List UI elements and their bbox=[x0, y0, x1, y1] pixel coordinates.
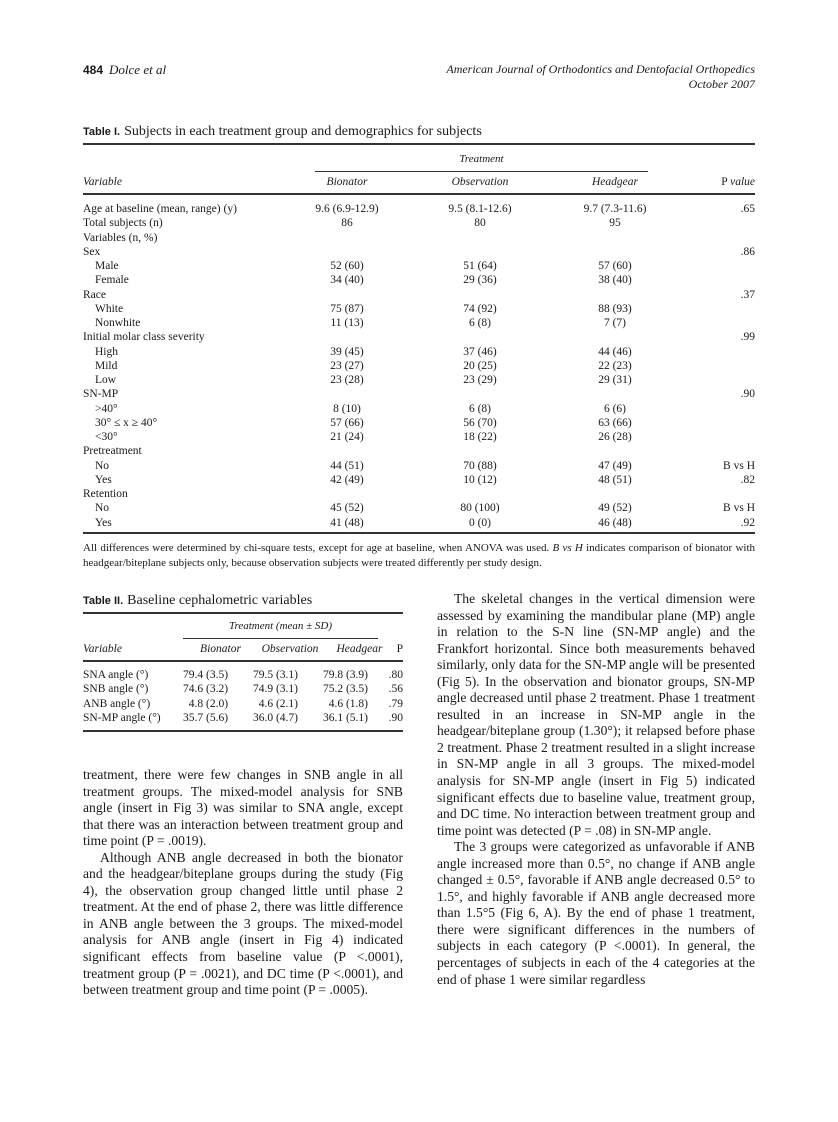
table1-header bbox=[83, 175, 755, 189]
table-row bbox=[83, 387, 755, 401]
p-value-cell bbox=[681, 345, 755, 359]
bionator-cell: 41 (48) bbox=[330, 516, 364, 529]
p-value-cell: .65 bbox=[740, 203, 755, 215]
bionator-cell: 79.4 (3.5) bbox=[182, 669, 229, 681]
table2-label: Table II. bbox=[83, 595, 124, 607]
journal-name: American Journal of Orthodontics and Dentofacial Orthopedics bbox=[446, 62, 755, 76]
col-variable: Variable bbox=[83, 176, 122, 188]
observation-cell: 9.5 (8.1-12.6) bbox=[448, 203, 512, 215]
observation-cell: 18 (22) bbox=[463, 431, 497, 443]
headgear-cell bbox=[549, 231, 681, 245]
p-value-cell: .92 bbox=[740, 516, 755, 529]
row-label: Male bbox=[95, 260, 119, 272]
observation-cell bbox=[411, 231, 549, 245]
bionator-cell: 35.7 (5.6) bbox=[182, 711, 229, 724]
bionator-cell bbox=[283, 444, 411, 458]
table-row bbox=[83, 668, 403, 682]
p-value-cell: .99 bbox=[740, 331, 755, 344]
p-value-cell bbox=[681, 487, 755, 501]
observation-cell bbox=[411, 444, 549, 458]
observation-cell bbox=[411, 288, 549, 302]
table1-body bbox=[83, 202, 755, 530]
p-value-cell bbox=[681, 231, 755, 245]
headgear-cell: 88 (93) bbox=[598, 302, 632, 315]
observation-cell: 20 (25) bbox=[463, 359, 497, 372]
table2-caption bbox=[83, 593, 312, 609]
observation-cell: 6 (8) bbox=[468, 317, 492, 329]
footnote-em: B vs H bbox=[552, 542, 583, 554]
authors: Dolce et al bbox=[109, 62, 167, 77]
col-p-value: P value bbox=[721, 176, 755, 188]
row-label: Total subjects (n) bbox=[83, 217, 163, 230]
bionator-cell bbox=[283, 245, 411, 259]
col-headgear: Headgear bbox=[336, 643, 383, 655]
table1-header-rule bbox=[83, 193, 755, 195]
table-row bbox=[83, 416, 755, 430]
observation-cell: 70 (88) bbox=[463, 459, 497, 472]
table1-label: Table I. bbox=[83, 126, 121, 138]
row-label: No bbox=[95, 459, 110, 472]
p-value-cell: .82 bbox=[740, 473, 755, 486]
row-label: Age at baseline (mean, range) (y) bbox=[83, 203, 237, 215]
bionator-cell: 44 (51) bbox=[330, 459, 364, 472]
table-row bbox=[83, 487, 755, 501]
row-label: SNB angle (°) bbox=[83, 683, 149, 696]
table-row bbox=[83, 402, 755, 416]
paragraph: The 3 groups were categorized as unfavorable if ANB angle increased more than 0.5°, no change if ANB angle changed ± 0.5°, favorable if ANB angle decreased 0.5° to 1.5°, and highly favorable if ANB angle decreased more than 1.5°5 (Fig 6, A). By the end of phase 1 treatment, there were significant differences in the numbers of subjects in each category (P <.0001). In general, the percentages of subjects in each of the 4 categories at the end of phase 1 were similar regardless bbox=[437, 839, 755, 987]
p-value-cell bbox=[681, 402, 755, 416]
headgear-cell: 9.7 (7.3-11.6) bbox=[583, 203, 647, 215]
table1-footnote bbox=[83, 541, 755, 571]
headgear-cell: 46 (48) bbox=[598, 516, 632, 529]
p-value-cell: .86 bbox=[740, 245, 755, 258]
col-headgear: Headgear bbox=[592, 176, 638, 188]
p-value-cell bbox=[681, 359, 755, 373]
bionator-cell: 8 (10) bbox=[333, 402, 361, 415]
paragraph: Although ANB angle decreased in both the bionator and the headgear/biteplane groups during the study (Fig 4), the observation group changed little until phase 2 treatment. At the end of phase 2, there was little difference in ANB angle between the 3 groups. The mixed-model analysis for ANB angle (insert in Fig 4) indicated significant effects from baseline value (P <.0001), treatment group (P = .0021), and DC time (P <.0001), and between treatment group and time point (P = .0005). bbox=[83, 849, 403, 998]
bionator-cell: 23 (27) bbox=[330, 359, 364, 372]
table2-body bbox=[83, 668, 403, 725]
row-label: Retention bbox=[83, 488, 128, 500]
p-value-cell bbox=[681, 302, 755, 316]
table-row bbox=[83, 359, 755, 373]
observation-cell: 56 (70) bbox=[463, 416, 497, 429]
row-label: <30° bbox=[95, 431, 118, 443]
footnote-text: indicates comparison of bionator with headgear/biteplane subjects only, because observation subjects were treated differently per study design. bbox=[83, 542, 756, 569]
table-row bbox=[83, 316, 755, 330]
row-label: Race bbox=[83, 288, 106, 301]
headgear-cell: 48 (51) bbox=[598, 473, 632, 486]
p-value-cell bbox=[681, 430, 755, 444]
p-value-cell: B vs H bbox=[723, 459, 755, 472]
page-number: 484 bbox=[83, 63, 104, 77]
col-bionator: Bionator bbox=[200, 643, 241, 655]
observation-cell: 74.9 (3.1) bbox=[252, 683, 299, 696]
headgear-cell: 79.8 (3.9) bbox=[322, 669, 368, 681]
headgear-cell: 4.6 (1.8) bbox=[328, 697, 368, 710]
running-header-left bbox=[83, 62, 166, 78]
row-label: Variables (n, %) bbox=[83, 231, 158, 244]
table-row bbox=[83, 459, 755, 473]
bionator-cell: 75 (87) bbox=[330, 302, 364, 315]
headgear-cell: 36.1 (5.1) bbox=[322, 711, 368, 724]
table-row bbox=[83, 501, 755, 515]
headgear-cell: 38 (40) bbox=[598, 274, 632, 287]
table-row bbox=[83, 682, 403, 696]
table-row bbox=[83, 330, 755, 344]
bionator-cell: 9.6 (6.9-12.9) bbox=[315, 203, 379, 215]
p-value-cell: .90 bbox=[740, 388, 755, 401]
row-label: Sex bbox=[83, 245, 101, 258]
observation-cell: 29 (36) bbox=[463, 274, 497, 287]
col-observation: Observation bbox=[451, 176, 509, 188]
table2-title: Baseline cephalometric variables bbox=[127, 593, 313, 608]
observation-cell: 36.0 (4.7) bbox=[252, 711, 299, 724]
observation-cell bbox=[411, 245, 549, 259]
headgear-cell: 26 (28) bbox=[598, 431, 632, 443]
bionator-cell bbox=[283, 487, 411, 501]
bionator-cell: 86 bbox=[341, 217, 353, 230]
paragraph: The skeletal changes in the vertical dimension were assessed by examining the mandibular plane (MP) angle in relation to the S-N line (SN-MP angle) and the Frankfort horizontal. Since both measurements behaved similarly, only data for the SN-MP angle will be presented (Fig 5). In the observation and bionator groups, SN-MP angle decreased until phase 2 treatment. Phase 1 treatment resulted in an increase in SN-MP angle in the headgear/biteplane group (1.30°); it relapsed before phase 2 treatment. Phase 2 treatment resulted in a slight increase in SN-MP angle in all 3 groups. The mixed-model analysis for SN-MP angle (insert in Fig 5) indicated significant effects due to baseline value, treatment group, and DC time. No interaction between treatment group and time point was detected (P = .08) in SN-MP angle. bbox=[437, 591, 755, 838]
table1-title: Subjects in each treatment group and demographics for subjects bbox=[124, 124, 482, 139]
bionator-cell bbox=[283, 330, 411, 344]
table-row bbox=[83, 373, 755, 387]
headgear-cell: 7 (7) bbox=[603, 317, 627, 329]
p-value-cell: .90 bbox=[388, 711, 403, 724]
row-label: Yes bbox=[95, 516, 112, 529]
bionator-cell: 42 (49) bbox=[330, 473, 364, 486]
bionator-cell: 52 (60) bbox=[330, 260, 364, 272]
headgear-cell bbox=[549, 245, 681, 259]
p-value-cell: .79 bbox=[388, 697, 403, 710]
col-observation: Observation bbox=[261, 643, 319, 655]
headgear-cell: 44 (46) bbox=[598, 345, 632, 358]
bionator-cell: 74.6 (3.2) bbox=[182, 683, 229, 696]
observation-cell: 4.6 (2.1) bbox=[258, 697, 299, 710]
headgear-cell bbox=[549, 387, 681, 401]
table-row bbox=[83, 444, 755, 458]
table-row bbox=[83, 473, 755, 487]
bionator-cell: 57 (66) bbox=[330, 416, 364, 429]
p-value-cell bbox=[681, 444, 755, 458]
table1-bottom-rule bbox=[83, 532, 755, 534]
table-row bbox=[83, 288, 755, 302]
bionator-cell bbox=[283, 231, 411, 245]
p-value-cell: .80 bbox=[388, 669, 403, 681]
row-label: SNA angle (°) bbox=[83, 669, 149, 681]
table-row bbox=[83, 231, 755, 245]
row-label: SN-MP bbox=[83, 388, 119, 401]
observation-cell: 80 bbox=[474, 217, 486, 230]
col-bionator: Bionator bbox=[326, 176, 368, 188]
headgear-cell bbox=[549, 487, 681, 501]
headgear-cell: 95 bbox=[609, 217, 621, 230]
issue-date: October 2007 bbox=[688, 77, 755, 91]
observation-cell: 80 (100) bbox=[460, 502, 500, 515]
footnote-text: All differences were determined by chi-square tests, except for age at baseline, when ANOVA was used. bbox=[83, 542, 553, 554]
p-value-cell bbox=[681, 416, 755, 430]
col-p: P bbox=[396, 643, 403, 655]
headgear-cell: 29 (31) bbox=[598, 374, 632, 386]
headgear-cell: 57 (60) bbox=[598, 260, 632, 272]
table1-group-rule bbox=[315, 171, 648, 172]
table-row bbox=[83, 516, 755, 530]
headgear-cell bbox=[549, 444, 681, 458]
observation-cell: 10 (12) bbox=[463, 473, 497, 486]
headgear-cell: 47 (49) bbox=[598, 459, 632, 472]
row-label: Low bbox=[95, 374, 117, 386]
headgear-cell: 22 (23) bbox=[598, 359, 632, 372]
row-label: 30° ≤ x ≥ 40° bbox=[95, 416, 158, 429]
headgear-cell bbox=[549, 330, 681, 344]
bionator-cell: 4.8 (2.0) bbox=[188, 697, 229, 710]
headgear-cell: 63 (66) bbox=[598, 416, 632, 429]
p-value-cell bbox=[681, 259, 755, 273]
p-value-cell bbox=[681, 373, 755, 387]
table-row bbox=[83, 245, 755, 259]
row-label: Initial molar class severity bbox=[83, 331, 205, 344]
row-label: SN-MP angle (°) bbox=[83, 711, 161, 724]
table-row bbox=[83, 216, 755, 230]
observation-cell: 0 (0) bbox=[468, 516, 492, 529]
bionator-cell bbox=[283, 387, 411, 401]
observation-cell: 51 (64) bbox=[463, 260, 497, 272]
headgear-cell: 75.2 (3.5) bbox=[322, 683, 368, 696]
table1-top-rule bbox=[83, 143, 755, 145]
p-value-cell bbox=[681, 316, 755, 330]
running-header-right bbox=[446, 62, 755, 92]
table-row bbox=[83, 259, 755, 273]
headgear-cell: 6 (6) bbox=[603, 402, 627, 415]
bionator-cell bbox=[283, 288, 411, 302]
table-row bbox=[83, 711, 403, 725]
row-label: No bbox=[95, 502, 110, 515]
observation-cell bbox=[411, 487, 549, 501]
row-label: Female bbox=[95, 274, 129, 287]
table2-header-rule bbox=[83, 660, 403, 662]
paragraph: treatment, there were few changes in SNB angle in all treatment groups. The mixed-model analysis for SNB angle (insert in Fig 3) was similar to SNA angle, except that there was an interaction between treatment group and time point (P = .0019). bbox=[83, 767, 403, 849]
row-label: High bbox=[95, 345, 118, 358]
p-value-cell: .56 bbox=[388, 683, 403, 696]
p-value-cell: B vs H bbox=[723, 502, 755, 515]
p-value-cell bbox=[681, 273, 755, 287]
row-label: >40° bbox=[95, 402, 118, 415]
observation-cell: 6 (8) bbox=[468, 402, 492, 415]
bionator-cell: 11 (13) bbox=[330, 317, 364, 329]
table2-header bbox=[83, 642, 403, 656]
table2-group-rule bbox=[183, 638, 378, 639]
row-label: White bbox=[95, 302, 124, 315]
table-row bbox=[83, 302, 755, 316]
bionator-cell: 23 (28) bbox=[330, 374, 364, 386]
p-value-cell bbox=[681, 216, 755, 230]
table2-top-rule bbox=[83, 612, 403, 614]
table1-group-header: Treatment bbox=[459, 153, 504, 165]
body-left-column bbox=[83, 767, 403, 999]
table-row bbox=[83, 273, 755, 287]
observation-cell: 37 (46) bbox=[463, 345, 497, 358]
p-value-cell: .37 bbox=[740, 288, 755, 301]
table2-bottom-rule bbox=[83, 730, 403, 732]
observation-cell bbox=[411, 387, 549, 401]
table-row bbox=[83, 202, 755, 216]
headgear-cell bbox=[549, 288, 681, 302]
observation-cell: 79.5 (3.1) bbox=[252, 669, 299, 681]
observation-cell bbox=[411, 330, 549, 344]
headgear-cell: 49 (52) bbox=[598, 502, 632, 515]
body-right-column bbox=[437, 591, 755, 988]
observation-cell: 74 (92) bbox=[463, 302, 497, 315]
row-label: Nonwhite bbox=[95, 317, 141, 329]
table-row bbox=[83, 430, 755, 444]
bionator-cell: 21 (24) bbox=[330, 431, 364, 443]
row-label: ANB angle (°) bbox=[83, 697, 151, 710]
observation-cell: 23 (29) bbox=[463, 374, 497, 386]
bionator-cell: 39 (45) bbox=[330, 345, 364, 358]
table1-caption bbox=[83, 124, 482, 140]
table2-group-header: Treatment (mean ± SD) bbox=[228, 620, 333, 632]
row-label: Pretreatment bbox=[83, 445, 142, 458]
bionator-cell: 34 (40) bbox=[330, 274, 364, 287]
bionator-cell: 45 (52) bbox=[330, 502, 364, 515]
table-row bbox=[83, 697, 403, 711]
row-label: Yes bbox=[95, 473, 112, 486]
col-variable: Variable bbox=[83, 643, 122, 655]
row-label: Mild bbox=[95, 359, 118, 372]
table-row bbox=[83, 345, 755, 359]
